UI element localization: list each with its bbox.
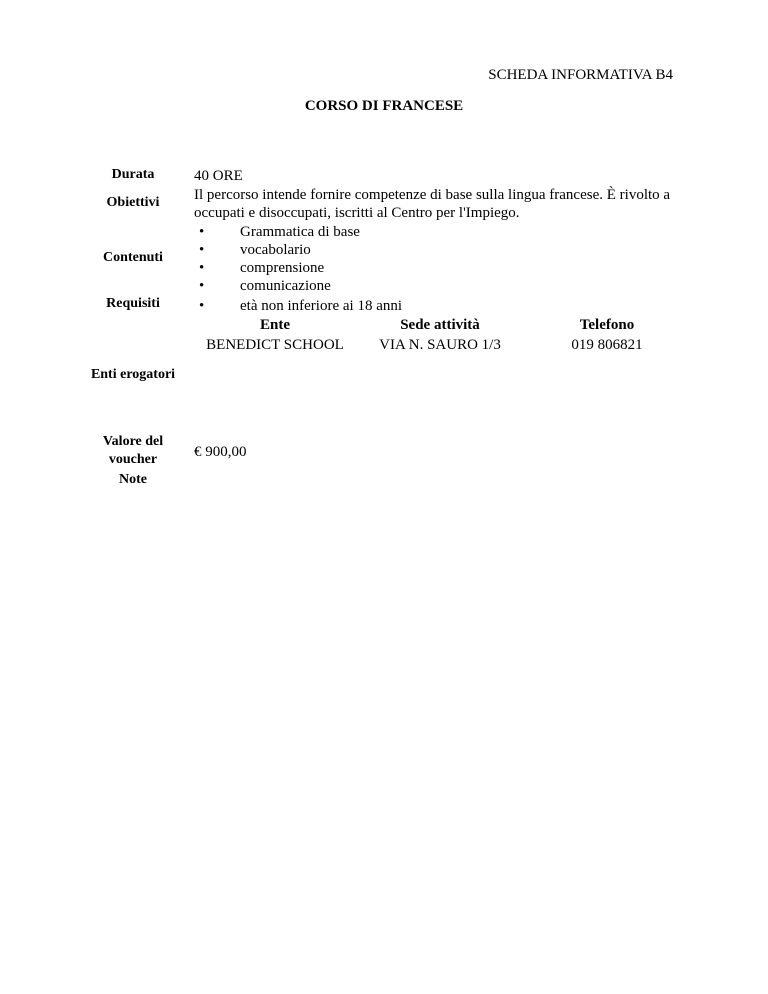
- label-note: Note: [119, 472, 147, 487]
- bullet-icon: •: [199, 224, 205, 240]
- list-item: [199, 241, 311, 259]
- list-item: [199, 297, 402, 315]
- voucher-value: € 900,00: [194, 444, 247, 460]
- table-cell-sede: VIA N. SAURO 1/3: [379, 337, 501, 353]
- table-header-sede: Sede attività: [400, 317, 480, 333]
- label-enti-erogatori: Enti erogatori: [90, 367, 176, 382]
- durata-value: 40 ORE: [194, 168, 243, 184]
- list-item: [199, 277, 331, 295]
- bullet-icon: •: [199, 298, 205, 314]
- table-header-telefono: Telefono: [579, 317, 635, 333]
- contenuti-item: comunicazione: [240, 278, 331, 294]
- table-cell-ente: BENEDICT SCHOOL: [206, 337, 344, 353]
- obiettivi-line-2: occupati e disoccupati, iscritti al Centro per l'Impiego.: [194, 205, 520, 221]
- label-valore-line1: Valore del: [102, 434, 164, 449]
- label-obiettivi: Obiettivi: [106, 195, 160, 210]
- label-contenuti: Contenuti: [103, 250, 163, 265]
- contenuti-item: Grammatica di base: [240, 224, 360, 240]
- table-header-ente: Ente: [260, 317, 290, 333]
- label-valore-line2: voucher: [108, 452, 158, 467]
- table-cell-telefono: 019 806821: [571, 337, 643, 353]
- label-durata: Durata: [111, 167, 155, 182]
- document-title: CORSO DI FRANCESE: [304, 98, 464, 114]
- label-requisiti: Requisiti: [106, 296, 160, 311]
- obiettivi-line-1: Il percorso intende fornire competenze di base sulla lingua francese. È rivolto a: [194, 187, 671, 203]
- contenuti-item: comprensione: [240, 260, 325, 276]
- bullet-icon: •: [199, 260, 205, 276]
- list-item: [199, 223, 360, 241]
- requisiti-item: età non inferiore ai 18 anni: [240, 298, 403, 314]
- bullet-icon: •: [199, 278, 205, 294]
- document-code: SCHEDA INFORMATIVA B4: [488, 67, 673, 83]
- contenuti-item: vocabolario: [240, 242, 311, 258]
- list-item: [199, 259, 324, 277]
- bullet-icon: •: [199, 242, 205, 258]
